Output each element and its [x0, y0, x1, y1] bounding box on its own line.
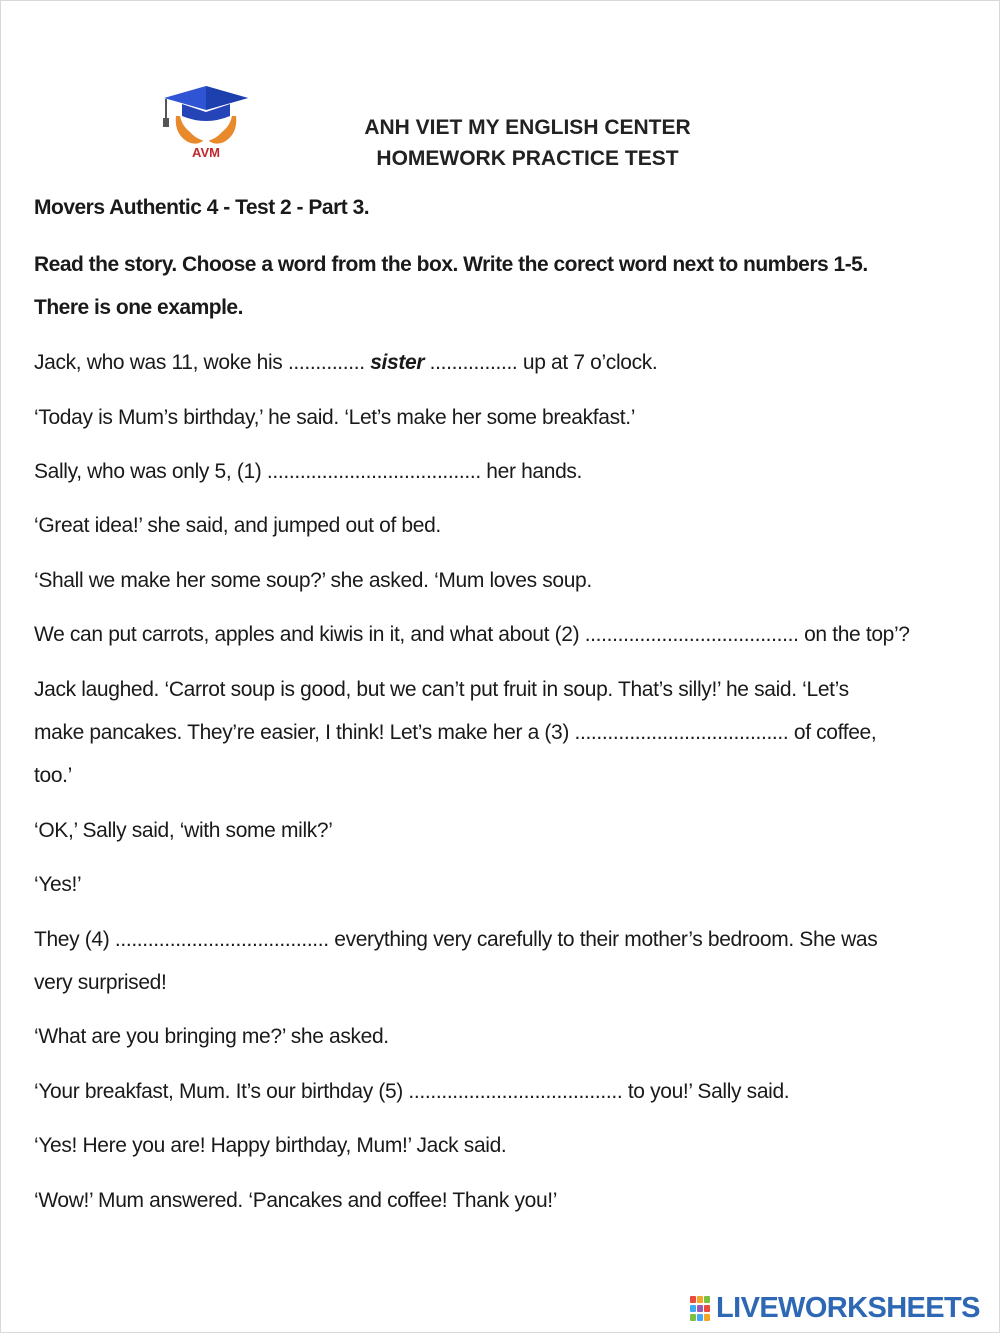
center-name: ANH VIET MY ENGLISH CENTER — [364, 116, 691, 139]
liveworksheets-brand — [690, 1290, 990, 1326]
story-line: ‘What are you bringing me?’ she asked. — [34, 1025, 389, 1048]
graduation-cap-icon — [156, 82, 252, 160]
instruction-line-2: There is one example. — [34, 296, 243, 319]
brand-name: LIVEWORKSHEETS — [716, 1292, 980, 1324]
instruction-line-1: Read the story. Choose a word from the box. Write the corect word next to numbers 1-5. — [34, 253, 868, 276]
brand-logo-icon — [690, 1296, 712, 1322]
test-label: Movers Authentic 4 - Test 2 - Part 3. — [34, 196, 370, 219]
story-line: ‘OK,’ Sally said, ‘with some milk?’ — [34, 819, 333, 842]
story-line: ‘Great idea!’ she said, and jumped out of bed. — [34, 514, 441, 537]
story-line: ‘Wow!’ Mum answered. ‘Pancakes and coffee! Thank you!’ — [34, 1189, 558, 1212]
story-line: Jack laughed. ‘Carrot soup is good, but we can’t put fruit in soup. That’s silly!’ he said. ‘Let’s — [34, 678, 849, 701]
story-line: too.’ — [34, 764, 72, 787]
story-line: ‘Yes! Here you are! Happy birthday, Mum!’ Jack said. — [34, 1134, 507, 1157]
story-text: Jack, who was 11, woke his .............. — [34, 351, 371, 374]
story-line-gap-1: Sally, who was only 5, (1) ....................................... her hands. — [34, 460, 583, 483]
story-line: very surprised! — [34, 971, 167, 994]
example-answer: sister — [370, 351, 425, 374]
story-text: ................ up at 7 o’clock. — [424, 351, 658, 374]
test-title: HOMEWORK PRACTICE TEST — [376, 147, 679, 170]
story-line-gap-3: make pancakes. They’re easier, I think! Let’s make her a (3) ....................................... of coffee, — [34, 721, 877, 744]
logo-text: AVM — [192, 145, 220, 160]
story-line: ‘Yes!’ — [34, 873, 82, 896]
story-line-gap-5: ‘Your breakfast, Mum. It’s our birthday (5) ....................................... to you!’ Sally said. — [34, 1080, 790, 1103]
avm-logo — [156, 82, 252, 160]
story-line-gap-2: We can put carrots, apples and kiwis in it, and what about (2) ....................................... on the top’? — [34, 623, 910, 646]
story-example-line — [34, 351, 657, 375]
document-header — [300, 112, 755, 174]
story-line-gap-4: They (4) ....................................... everything very carefully to their mother’s bedroom. She was — [34, 928, 878, 951]
story-line: ‘Today is Mum’s birthday,’ he said. ‘Let’s make her some breakfast.’ — [34, 406, 636, 429]
story-line: ‘Shall we make her some soup?’ she asked. ‘Mum loves soup. — [34, 569, 592, 592]
